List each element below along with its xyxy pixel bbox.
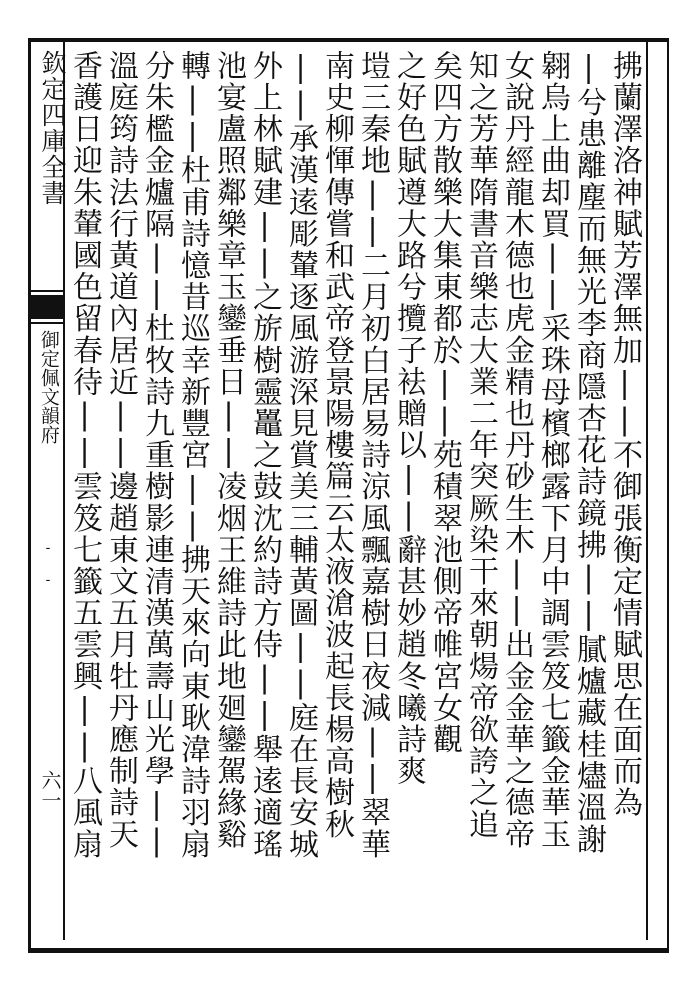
text-column-15: 溫庭筠詩法行黃道內居近||邊趙東文五月牡丹應制詩天	[103, 50, 138, 850]
text-column-2: |兮患離塵而無光李商隱杏花詩鏡拂||膩爐藏桂燼溫謝	[571, 50, 606, 855]
text-column-3: 翱烏上曲却買||采珠母檳榔露下月中調雲笈七籤金華玉	[535, 50, 570, 850]
section-title: 御定佩文韻府	[37, 330, 60, 444]
dash-mark: - -	[40, 540, 56, 588]
text-column-5: 知之芳華隋書音樂志大業二年突厥染干來朝煬帝欲誇之追	[463, 50, 498, 840]
text-column-7: 之好色賦遵大路兮攬子袪贈以||辭甚妙趙冬曦詩爽	[391, 50, 426, 787]
text-column-12: 池宴盧照鄰樂章玉鑾垂日||凌烟王維詩此地廻鑾駕緣谿	[211, 50, 246, 850]
fishtail-rule-top	[31, 290, 65, 292]
text-column-14: 分朱檻金爐隔||杜牧詩九重樹影連清漢萬壽山光學||	[139, 50, 174, 860]
fishtail-rule-bottom	[31, 322, 65, 324]
page-number: 六一	[38, 770, 62, 810]
text-column-16: 香護日迎朱輦國色留春待||雲笈七籤五雲興||八風扇	[67, 50, 102, 860]
text-column-4: 女說丹經龍木德也虎金精也丹砂生木||出金金華之德帝	[499, 50, 534, 850]
text-column-13: 轉||杜甫詩憶昔巡幸新豐宮||拂天來向東耿湋詩羽扇	[175, 50, 210, 860]
frame-inner-rule	[646, 42, 648, 940]
text-column-11: 外上林賦建||之旂樹靈鼉之鼓沈約詩方侍||舉逺適瑤	[247, 50, 282, 860]
text-column-9: 南史柳惲傳嘗和武帝登景陽樓篇云太液滄波起長楊高樹秋	[319, 50, 354, 840]
fishtail-mark	[31, 295, 65, 319]
text-column-8: 塏三秦地||二月初白居易詩涼風飄嘉樹日夜減||翠華	[355, 50, 390, 860]
text-column-1: 拂蘭澤洛神賦芳澤無加||不御張衡定情賦思在面而為	[607, 50, 642, 819]
book-title: 欽定四庫全書	[38, 50, 67, 206]
text-column-10: ||承漢逺彫輦逐風游深見賞美三輔黃圖||庭在長安城	[283, 50, 318, 860]
text-column-6: 矣四方散樂大集東都於||苑積翠池側帝帷宮女觀	[427, 50, 462, 756]
